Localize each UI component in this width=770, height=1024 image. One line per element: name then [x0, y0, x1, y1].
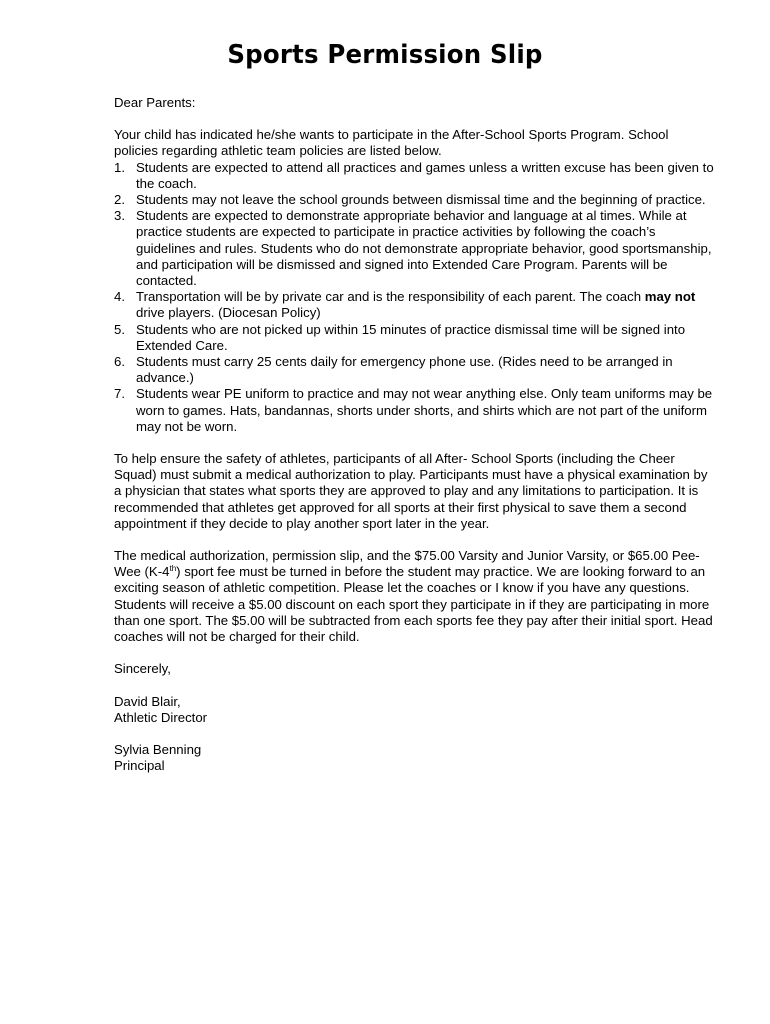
list-text: Students are expected to attend all practices and games unless a written excuse has been given to the coach. — [136, 159, 714, 191]
intro-paragraph: Your child has indicated he/she wants to participate in the After-School Sports Program. School policies regarding athletic team policies are listed below. — [114, 127, 669, 159]
list-text: Students who are not picked up within 15 minutes of practice dismissal time will be signed into Extended Care. — [136, 321, 686, 353]
list-text-after: drive players. (Diocesan Policy) — [136, 305, 321, 321]
list-item — [114, 160, 714, 192]
signatory-title: Athletic Director — [114, 709, 208, 725]
list-item — [114, 322, 714, 354]
fee-paragraph — [114, 548, 714, 645]
list-number: 7. — [114, 386, 125, 402]
page-title: Sports Permission Slip — [227, 40, 543, 70]
list-item — [114, 192, 714, 208]
list-number: 3. — [114, 208, 125, 224]
ordinal-superscript: th — [169, 564, 177, 574]
list-item — [114, 208, 714, 289]
safety-paragraph: To help ensure the safety of athletes, participants of all After- School Sports (including the Cheer Squad) must submit a medical authorization to play. Participants must have a physical examination by a physician that states what sports they are approved to play and any limitations to participation. It is recommended that athletes get approved for all sports at their first physical to save them a second appointment if they decide to play another sport later in the year. — [114, 451, 708, 531]
letter-body — [114, 95, 714, 774]
list-item — [114, 289, 714, 321]
list-text-bold: may not — [644, 289, 696, 305]
fee-text-part2: ) sport fee must be turned in before the student may practice. We are looking forward to an exciting season of athletic competition. Please let the coaches or I know if you have any questions. Students will receive a $5.00 discount on each sport they participate in if they are participating in more than one sport. The $5.00 will be subtracted from each sports fee they pay after their initial sport. Head coaches will not be charged for their child. — [114, 564, 713, 645]
list-number: 5. — [114, 321, 125, 337]
rules-list — [114, 160, 714, 435]
list-text-before: Transportation will be by private car and is the responsibility of each parent. The coach — [136, 289, 645, 305]
signatory-title: Principal — [114, 758, 165, 774]
list-text: Students must carry 25 cents daily for emergency phone use. (Rides need to be arranged in advance.) — [136, 354, 673, 386]
list-number: 6. — [114, 354, 125, 370]
list-item — [114, 386, 714, 435]
list-text: Students may not leave the school grounds between dismissal time and the beginning of practice. — [136, 192, 706, 208]
greeting: Dear Parents: — [114, 95, 196, 110]
list-item — [114, 354, 714, 386]
signatory-name: David Blair, — [114, 693, 181, 709]
closing: Sincerely, — [114, 661, 171, 677]
list-number: 1. — [114, 159, 125, 175]
signature-block-2 — [114, 742, 714, 774]
list-text: Students are expected to demonstrate appropriate behavior and language at al times. While at practice students are expected to participate in practice activities by following the coach’s guidelines and rules. Students who do not demonstrate appropriate behavior, good sportsmanship, and participation will be dismissed and signed into Extended Care Program. Parents will be contacted. — [136, 208, 712, 289]
list-number: 2. — [114, 192, 125, 208]
fee-text-part1: The medical authorization, permission slip, and the $75.00 Varsity and Junior Varsity, or $65.00 Pee-Wee (K-4 — [114, 548, 700, 580]
signature-block-1 — [114, 694, 714, 726]
list-text: Students wear PE uniform to practice and may not wear anything else. Only team uniforms may be worn to games. Hats, bandannas, shorts under shorts, and shirts which are not part of the uniform may not be worn. — [136, 386, 713, 434]
list-number: 4. — [114, 289, 125, 305]
signatory-name: Sylvia Benning — [114, 741, 202, 757]
